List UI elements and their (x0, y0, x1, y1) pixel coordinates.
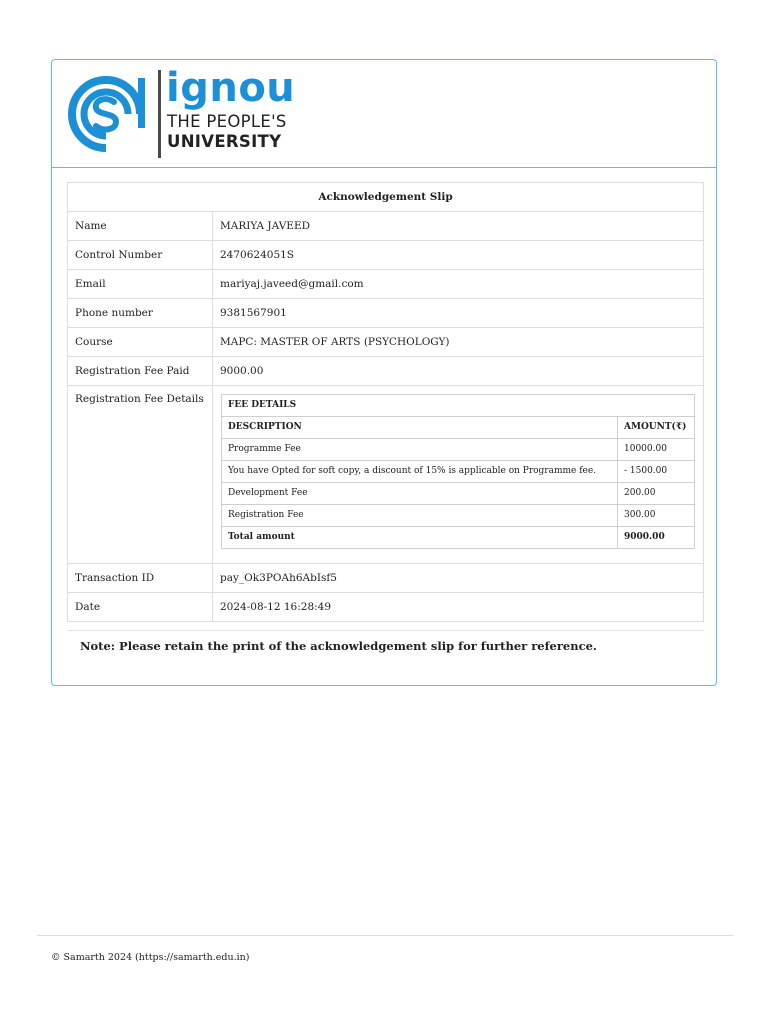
row-label: Name (68, 212, 213, 241)
table-row-date (68, 593, 704, 622)
note-divider (67, 630, 704, 631)
row-value: pay_Ok3POAh6AbIsf5 (213, 564, 704, 593)
acknowledgement-table (67, 182, 704, 622)
fee-row (222, 483, 695, 505)
row-label: Registration Fee Details (68, 386, 213, 564)
logo-divider (158, 70, 161, 158)
ignou-emblem-icon (66, 76, 146, 152)
retain-note: Note: Please retain the print of the acknowledgement slip for further reference. (80, 639, 597, 653)
row-value: mariyaj.javeed@gmail.com (213, 270, 704, 299)
table-row-name (68, 212, 704, 241)
row-value: MAPC: MASTER OF ARTS (PSYCHOLOGY) (213, 328, 704, 357)
fee-col-amount: AMOUNT(₹) (618, 417, 695, 439)
acknowledgement-card (51, 59, 717, 686)
table-row-transaction-id (68, 564, 704, 593)
table-row-course (68, 328, 704, 357)
row-label: Email (68, 270, 213, 299)
fee-details-cell (213, 386, 704, 564)
row-value: MARIYA JAVEED (213, 212, 704, 241)
fee-table-title: FEE DETAILS (222, 395, 695, 417)
fee-row (222, 461, 695, 483)
fee-description: Registration Fee (222, 505, 618, 527)
table-row-fee-details (68, 386, 704, 564)
row-label: Phone number (68, 299, 213, 328)
logo-wordmark: ignou (166, 65, 296, 111)
fee-amount: 200.00 (618, 483, 695, 505)
fee-col-description: DESCRIPTION (222, 417, 618, 439)
row-label: Date (68, 593, 213, 622)
row-label: Transaction ID (68, 564, 213, 593)
row-value: 2024-08-12 16:28:49 (213, 593, 704, 622)
logo-tagline-line1: THE PEOPLE'S (167, 112, 287, 131)
fee-amount: 10000.00 (618, 439, 695, 461)
fee-description: You have Opted for soft copy, a discount of 15% is applicable on Programme fee. (222, 461, 618, 483)
table-row-phone (68, 299, 704, 328)
row-label: Registration Fee Paid (68, 357, 213, 386)
table-row-email (68, 270, 704, 299)
fee-details-table (221, 394, 695, 549)
fee-row (222, 505, 695, 527)
fee-total-label: Total amount (222, 527, 618, 549)
fee-total-row (222, 527, 695, 549)
fee-total-amount: 9000.00 (618, 527, 695, 549)
row-value: 9000.00 (213, 357, 704, 386)
fee-row (222, 439, 695, 461)
row-label: Course (68, 328, 213, 357)
header-logo-area (52, 60, 716, 168)
row-label: Control Number (68, 241, 213, 270)
table-row-control-number (68, 241, 704, 270)
footer-copyright: © Samarth 2024 (https://samarth.edu.in) (51, 952, 250, 963)
table-row-fee-paid (68, 357, 704, 386)
fee-description: Programme Fee (222, 439, 618, 461)
row-value: 9381567901 (213, 299, 704, 328)
fee-amount: 300.00 (618, 505, 695, 527)
row-value: 2470624051S (213, 241, 704, 270)
fee-description: Development Fee (222, 483, 618, 505)
logo-tagline-line2: UNIVERSITY (167, 132, 282, 151)
slip-title: Acknowledgement Slip (68, 183, 704, 212)
footer-divider (37, 935, 733, 936)
fee-amount: - 1500.00 (618, 461, 695, 483)
